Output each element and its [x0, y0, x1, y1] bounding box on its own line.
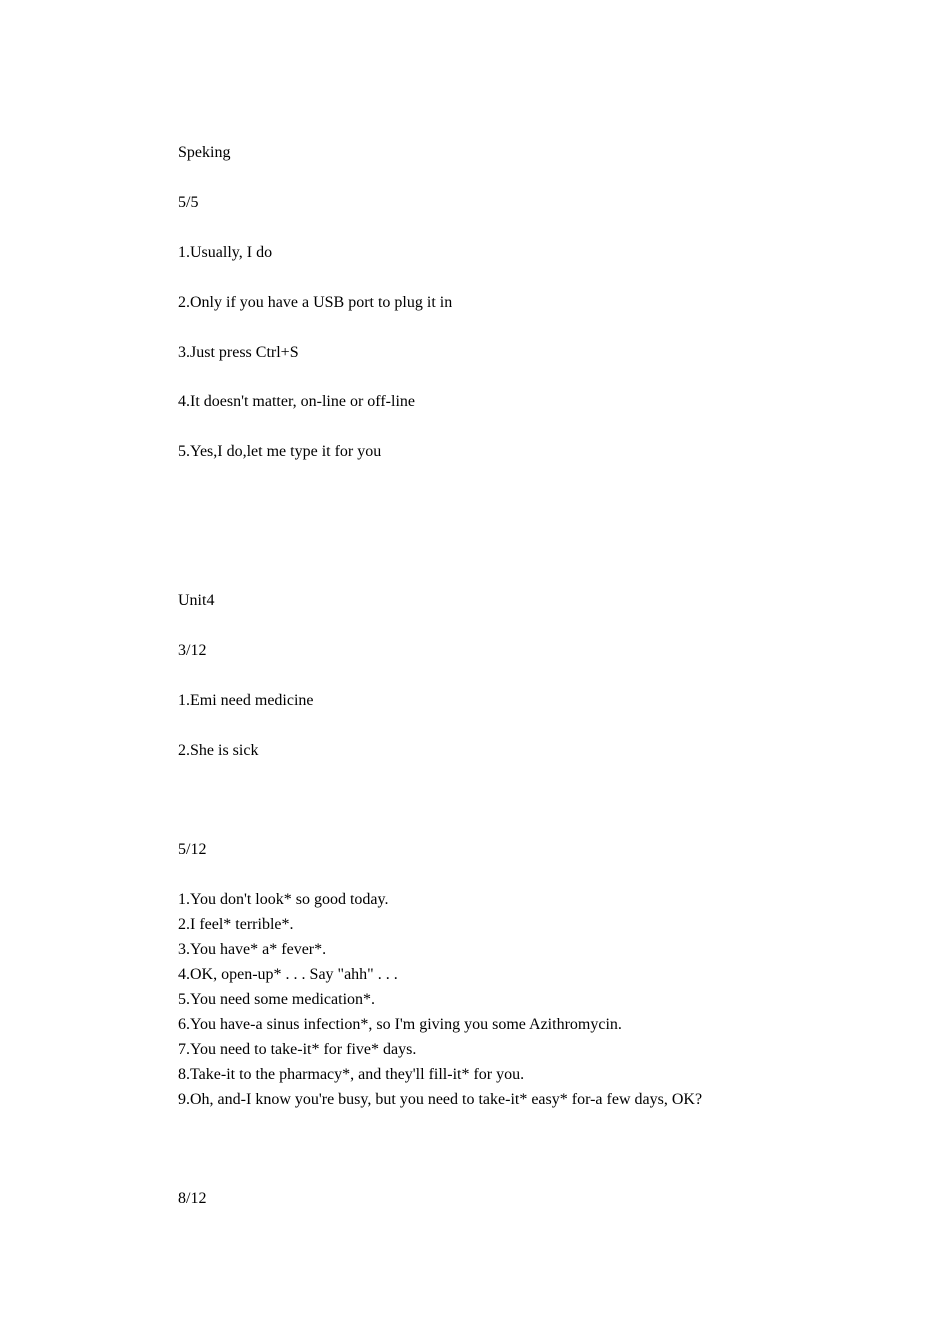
answer-line: 1.Emi need medicine	[178, 692, 314, 709]
dialogue-line: 8.Take-it to the pharmacy*, and they'll fill-it* for you.	[178, 1066, 525, 1083]
dialogue-line: 2.I feel* terrible*.	[178, 916, 294, 933]
dialogue-line: 7.You need to take-it* for five* days.	[178, 1041, 417, 1058]
answer-line: 3.Just press Ctrl+S	[178, 344, 299, 361]
dialogue-line: 1.You don't look* so good today.	[178, 891, 389, 908]
answer-line: 2.Only if you have a USB port to plug it in	[178, 294, 453, 311]
section-heading-unit4: Unit4	[178, 592, 215, 609]
exercise-label: 8/12	[178, 1190, 207, 1207]
exercise-label: 5/12	[178, 841, 207, 858]
dialogue-line: 9.Oh, and-I know you're busy, but you need to take-it* easy* for-a few days, OK?	[178, 1091, 703, 1108]
dialogue-line: 6.You have-a sinus infection*, so I'm giving you some Azithromycin.	[178, 1016, 622, 1033]
answer-line: 4.It doesn't matter, on-line or off-line	[178, 393, 415, 410]
exercise-label: 5/5	[178, 194, 199, 211]
answer-line: 5.Yes,I do,let me type it for you	[178, 443, 382, 460]
answer-line: 1.Usually, I do	[178, 244, 273, 261]
answer-line: 2.She is sick	[178, 742, 259, 759]
dialogue-line: 4.OK, open-up* . . . Say "ahh" . . .	[178, 966, 398, 983]
dialogue-line: 5.You need some medication*.	[178, 991, 376, 1008]
dialogue-line: 3.You have* a* fever*.	[178, 941, 327, 958]
section-heading-speaking: Speking	[178, 144, 231, 161]
exercise-label: 3/12	[178, 642, 207, 659]
